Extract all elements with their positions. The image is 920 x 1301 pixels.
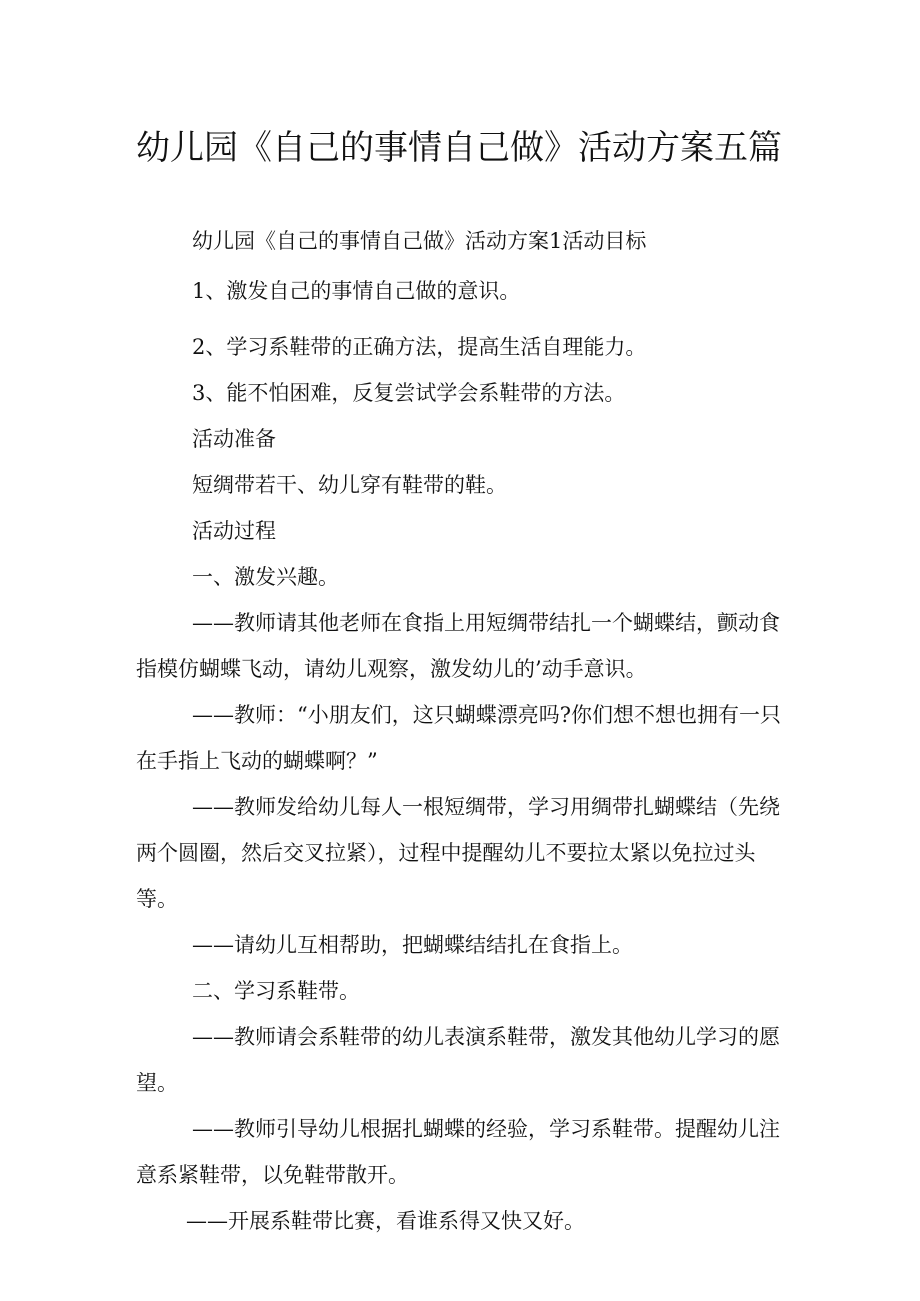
- paragraph-step-two-a: ——教师请会系鞋带的幼儿表演系鞋带，激发其他幼儿学习的愿望。: [136, 1025, 780, 1095]
- paragraph-step-two-b: ——教师引导幼儿根据扎蝴蝶的经验，学习系鞋带。提醒幼儿注意系紧鞋带，以免鞋带散开。: [136, 1117, 780, 1187]
- document-title: 幼儿园《自己的事情自己做》活动方案五篇: [136, 128, 782, 168]
- paragraph-plan-heading: 幼儿园《自己的事情自己做》活动方案1活动目标: [192, 229, 647, 253]
- paragraph-step-two-c: ——开展系鞋带比赛，看谁系得又快又好。: [186, 1209, 585, 1233]
- paragraph-step-one-heading: 一、激发兴趣。: [192, 565, 339, 589]
- paragraph-step-one-c: ——教师发给幼儿每人一根短绸带，学习用绸带扎蝴蝶结（先绕两个圆圈，然后交叉拉紧），过程中提醒幼儿不要拉太紧以免拉过头等。: [136, 795, 780, 911]
- paragraph-preparation-heading: 活动准备: [192, 427, 276, 451]
- paragraph-step-one-b: ——教师：“小朋友们，这只蝴蝶漂亮吗?你们想不想也拥有一只在手指上飞动的蝴蝶啊？”: [136, 703, 781, 773]
- paragraph-goal-3: 3、能不怕困难，反复尝试学会系鞋带的方法。: [192, 381, 626, 405]
- paragraph-preparation-materials: 短绸带若干、幼儿穿有鞋带的鞋。: [192, 473, 507, 497]
- paragraph-step-one-d: ——请幼儿互相帮助，把蝴蝶结结扎在食指上。: [192, 933, 633, 957]
- paragraph-goal-2: 2、学习系鞋带的正确方法，提高生活自理能力。: [192, 335, 647, 359]
- document-body: [136, 218, 786, 1244]
- paragraph-goal-1: 1、激发自己的事情自己做的意识。: [192, 279, 521, 303]
- paragraph-step-one-a: ——教师请其他老师在食指上用短绸带结扎一个蝴蝶结，颤动食指模仿蝴蝶飞动，请幼儿观察，激发幼儿的’动手意识。: [136, 611, 780, 681]
- paragraph-process-heading: 活动过程: [192, 519, 276, 543]
- paragraph-step-two-heading: 二、学习系鞋带。: [192, 979, 360, 1003]
